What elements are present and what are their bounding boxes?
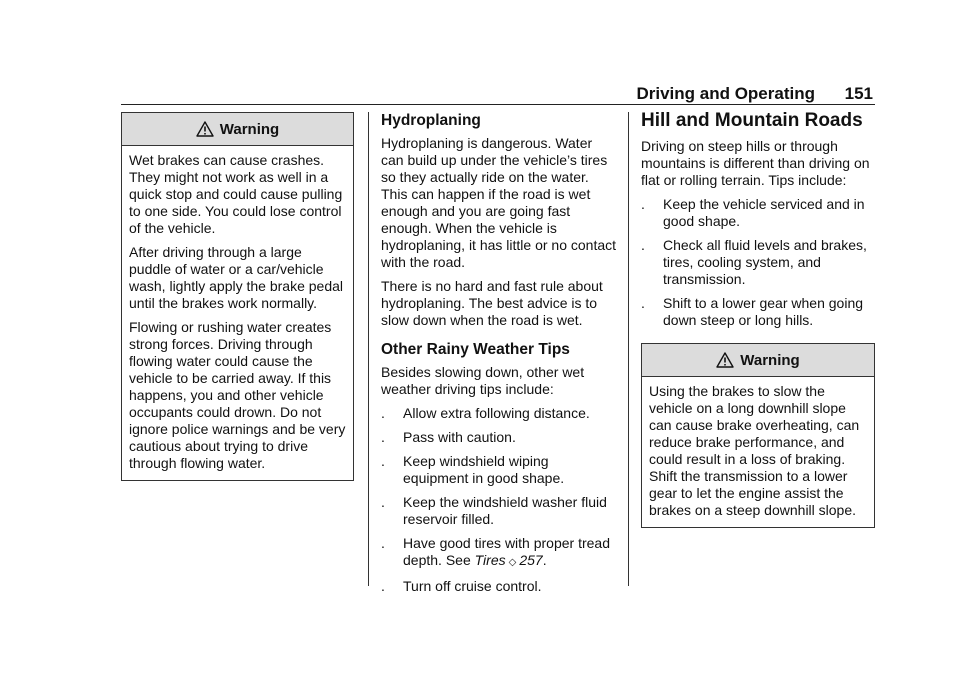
heading-hydroplaning: Hydroplaning bbox=[381, 112, 481, 129]
paragraph: Besides slowing down, other wet weather driving tips include: bbox=[381, 364, 585, 397]
list-item bbox=[381, 494, 617, 528]
warning-paragraph: After driving through a large puddle of water or a car/vehicle wash, lightly apply the brake pedal until the brakes work normally. bbox=[129, 244, 344, 311]
list-item-text: Pass with caution. bbox=[403, 429, 516, 445]
bullet-list bbox=[641, 196, 875, 329]
reference-label: Tires bbox=[474, 552, 506, 568]
bullet-marker: . bbox=[641, 237, 645, 253]
heading-other-rainy-weather-tips: Other Rainy Weather Tips bbox=[381, 341, 570, 358]
list-item bbox=[641, 237, 875, 288]
bullet-marker: . bbox=[381, 429, 385, 445]
sentence-end: . bbox=[542, 552, 547, 568]
warning-paragraph: Wet brakes can cause crashes. They might not work as well in a quick stop and could cause pulling to one side. You could lose control of the vehicle. bbox=[129, 152, 343, 236]
warning-paragraph: Flowing or rushing water creates strong forces. Driving through flowing water could cause the vehicle to be carried away. If this happens, you and other vehicle occupants could drown. Do not ignore police warnings and be very cautious about trying to drive through flowing water. bbox=[129, 319, 346, 471]
warning-triangle-icon bbox=[716, 352, 734, 368]
bullet-marker: . bbox=[381, 453, 385, 469]
heading-hill-and-mountain-roads: Hill and Mountain Roads bbox=[641, 110, 863, 131]
column-1 bbox=[121, 112, 354, 481]
paragraph: There is no hard and fast rule about hydroplaning. The best advice is to slow down when the road is wet. bbox=[381, 278, 603, 328]
bullet-marker: . bbox=[381, 578, 385, 594]
list-item-text: Keep windshield wiping equipment in good shape. bbox=[403, 453, 565, 486]
warning-header bbox=[642, 344, 874, 377]
paragraph: Hydroplaning is dangerous. Water can build up under the vehicle’s tires so they actually ride on the water. This can happen if the road is wet enough and you are going fast enough. When the vehicle is hydroplaning, it has little or no contact with the road. bbox=[381, 135, 617, 270]
warning-title: Warning bbox=[219, 120, 280, 138]
list-item bbox=[381, 405, 617, 422]
list-item bbox=[381, 429, 617, 446]
column-divider bbox=[628, 112, 629, 586]
list-item-text: Check all fluid levels and brakes, tires, cooling system, and transmission. bbox=[663, 237, 867, 287]
list-item-text: Keep the vehicle serviced and in good shape. bbox=[663, 196, 865, 229]
bullet-marker: . bbox=[381, 405, 385, 421]
bullet-marker: . bbox=[381, 535, 385, 551]
warning-box bbox=[121, 112, 354, 481]
list-item-text: Turn off cruise control. bbox=[403, 578, 542, 594]
paragraph: Driving on steep hills or through mountains is different than driving on flat or rolling terrain. Tips include: bbox=[641, 138, 870, 188]
warning-box bbox=[641, 343, 875, 528]
list-item bbox=[641, 295, 875, 329]
list-item-text: Allow extra following distance. bbox=[403, 405, 590, 421]
warning-triangle-icon bbox=[196, 121, 214, 137]
reference-page: 257 bbox=[519, 552, 543, 568]
list-item bbox=[381, 578, 617, 595]
bullet-marker: . bbox=[381, 494, 385, 510]
column-divider bbox=[368, 112, 369, 586]
page-header bbox=[121, 84, 875, 105]
cross-reference-link[interactable] bbox=[475, 552, 543, 568]
page-number: 151 bbox=[844, 84, 873, 103]
warning-header bbox=[122, 113, 353, 146]
bullet-marker: . bbox=[641, 196, 645, 212]
column-3 bbox=[641, 112, 875, 528]
list-item bbox=[641, 196, 875, 230]
list-item-text: Have good tires with proper tread depth. See bbox=[403, 535, 610, 568]
page-reference-icon: ◇ bbox=[508, 557, 517, 568]
list-item bbox=[381, 453, 617, 487]
warning-title: Warning bbox=[740, 351, 800, 369]
list-item-text: Keep the windshield washer fluid reservoir filled. bbox=[403, 494, 607, 527]
warning-body bbox=[122, 146, 353, 480]
section-title: Driving and Operating bbox=[636, 84, 815, 103]
warning-paragraph: Using the brakes to slow the vehicle on a long downhill slope can cause brake overheating, can reduce brake performance, and could result in a loss of braking. Shift the transmission to a lower gear to let the engine assist the brakes on a steep downhill slope. bbox=[649, 383, 860, 518]
bullet-list bbox=[381, 405, 617, 595]
bullet-marker: . bbox=[641, 295, 645, 311]
list-item-text: Shift to a lower gear when going down steep or long hills. bbox=[663, 295, 864, 328]
list-item bbox=[381, 535, 617, 571]
column-2 bbox=[381, 112, 617, 602]
warning-body bbox=[642, 377, 874, 527]
